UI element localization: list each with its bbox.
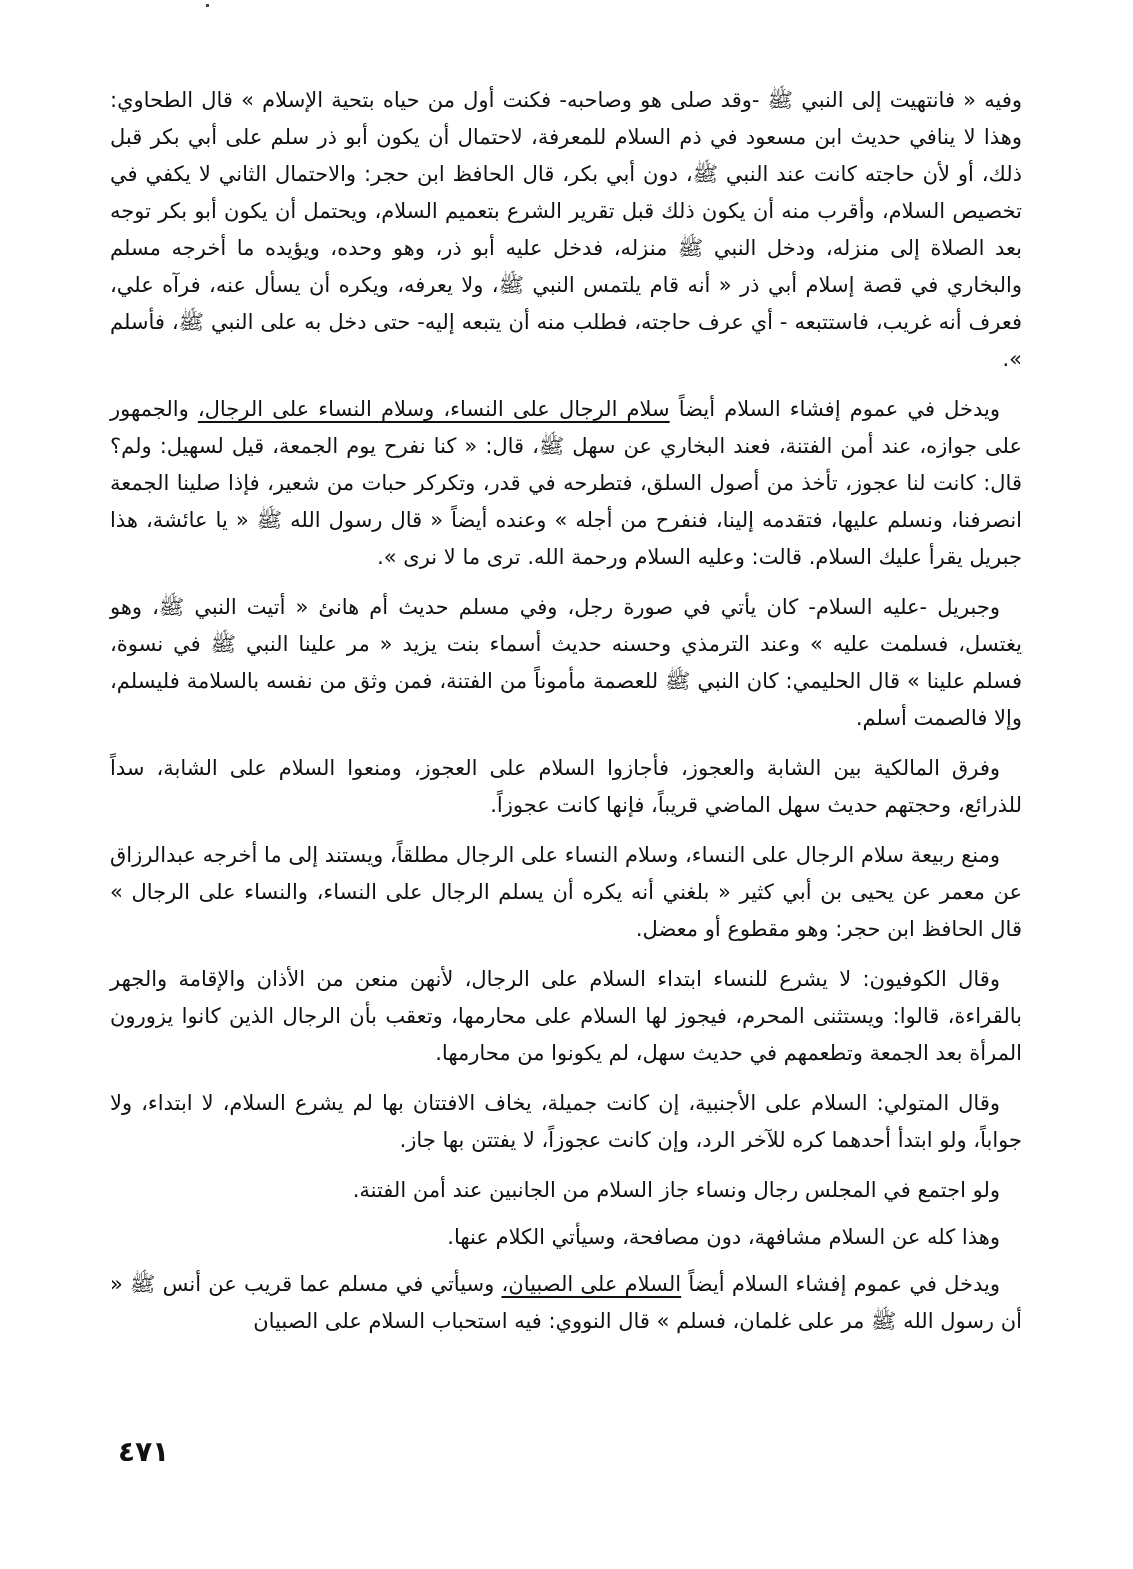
paragraph-10-rest: وسيأتي في مسلم عما قريب عن أنس ﷺ « أن رسول الله ﷺ مر على غلمان، فسلم » قال النووي: فيه استحباب السلام على الصبيان [110,1272,1022,1333]
paragraph-1 [110,82,1022,378]
paragraph-8-text: ولو اجتمع في المجلس رجال ونساء جاز السلام من الجانبين عند أمن الفتنة. [352,1178,1000,1202]
paragraph-4-text: وفرق المالكية بين الشابة والعجوز، فأجازوا السلام على العجوز، ومنعوا السلام على الشابة، سداً للذرائع، وحجتهم حديث سهل الماضي قريباً، فإنها كانت عجوزاً. [110,756,1022,817]
paragraph-1-text: وفيه « فانتهيت إلى النبي ﷺ -وقد صلى هو وصاحبه- فكنت أول من حياه بتحية الإسلام » قال الطحاوي: وهذا لا ينافي حديث ابن مسعود في ذم السلام للمعرفة، لاحتمال أن يكون أبو ذر سلم على أبي بكر قبل ذلك، أو لأن حاجته كانت عند النبي ﷺ، دون أبي بكر، قال الحافظ ابن حجر: والاحتمال الثاني لا يكفي في تخصيص السلام، وأقرب منه أن يكون ذلك قبل تقرير الشرع بتعميم السلام، ويحتمل أن يكون أبو بكر توجه بعد الصلاة إلى منزله، ودخل النبي ﷺ منزله، فدخل عليه أبو ذر، وهو وحده، ويؤيده ما أخرجه مسلم والبخاري في قصة إسلام أبي ذر « أنه قام يلتمس النبي ﷺ، ولا يعرفه، ويكره أن يسأل عنه، فرآه علي، فعرف أنه غريب، فاستتبعه - أي عرف حاجته، فطلب منه أن يتبعه إليه- حتى دخل به على النبي ﷺ، فأسلم ». [110,88,1022,371]
paragraph-8 [110,1172,1022,1209]
paragraph-6-text: وقال الكوفيون: لا يشرع للنساء ابتداء السلام على الرجال، لأنهن منعن من الأذان والإقامة والجهر بالقراءة، قالوا: ويستثنى المحرم، فيجوز لها السلام على محارمها، وتعقب بأن الرجال الذين كانوا يزورون المرأة بعد الجمعة وتطعمهم في حديث سهل، لم يكونوا من محارمها. [110,967,1022,1065]
paragraph-2-underlined-phrase: سلام الرجال على النساء، وسلام النساء على الرجال، [197,397,670,421]
paragraph-9 [110,1219,1022,1256]
paragraph-5 [110,837,1022,948]
document-body [110,82,1022,1353]
paragraph-10-underlined-phrase: السلام على الصبيان، [501,1272,682,1296]
paragraph-2-rest: والجمهور على جوازه، عند أمن الفتنة، فعند البخاري عن سهل ﷺ، قال: « كنا نفرح يوم الجمعة، قيل لسهيل: ولم؟ قال: كانت لنا عجوز، تأخذ من أصول السلق، فتطرحه في قدر، وتكركر حبات من شعير، فإذا صلينا الجمعة انصرفنا، ونسلم عليها، فتقدمه إلينا، فنفرح من أجله » وعنده أيضاً « قال رسول الله ﷺ « يا عائشة، هذا جبريل يقرأ عليك السلام. قالت: وعليه السلام ورحمة الله. ترى ما لا نرى ». [110,397,1022,569]
paragraph-7 [110,1085,1022,1159]
page-number: ٤٧١ [118,1435,170,1468]
paragraph-3-text: وجبريل -عليه السلام- كان يأتي في صورة رجل، وفي مسلم حديث أم هانئ « أتيت النبي ﷺ، وهو يغتسل، فسلمت عليه » وعند الترمذي وحسنه حديث أسماء بنت يزيد « مر علينا النبي ﷺ في نسوة، فسلم علينا » قال الحليمي: كان النبي ﷺ للعصمة مأموناً من الفتنة، فمن وثق من نفسه بالسلامة فليسلم، وإلا فالصمت أسلم. [110,595,1022,730]
paragraph-7-text: وقال المتولي: السلام على الأجنبية، إن كانت جميلة، يخاف الافتتان بها لم يشرع السلام، لا ابتداء، ولا جواباً، ولو ابتدأ أحدهما كره للآخر الرد، وإن كانت عجوزاً، لا يفتتن بها جاز. [110,1091,1022,1152]
scan-mark [206,4,209,7]
paragraph-2 [110,391,1022,576]
paragraph-3 [110,589,1022,737]
paragraph-2-lead: ويدخل في عموم إفشاء السلام أيضاً [669,397,1000,421]
paragraph-10 [110,1266,1022,1340]
paragraph-4 [110,750,1022,824]
paragraph-10-lead: ويدخل في عموم إفشاء السلام أيضاً [681,1272,1000,1296]
paragraph-6 [110,961,1022,1072]
paragraph-9-text: وهذا كله عن السلام مشافهة، دون مصافحة، وسيأتي الكلام عنها. [447,1225,1000,1249]
paragraph-5-text: ومنع ربيعة سلام الرجال على النساء، وسلام النساء على الرجال مطلقاً، ويستند إلى ما أخرجه عبدالرزاق عن معمر عن يحيى بن أبي كثير « بلغني أنه يكره أن يسلم الرجال على النساء، والنساء على الرجال » قال الحافظ ابن حجر: وهو مقطوع أو معضل. [110,843,1022,941]
